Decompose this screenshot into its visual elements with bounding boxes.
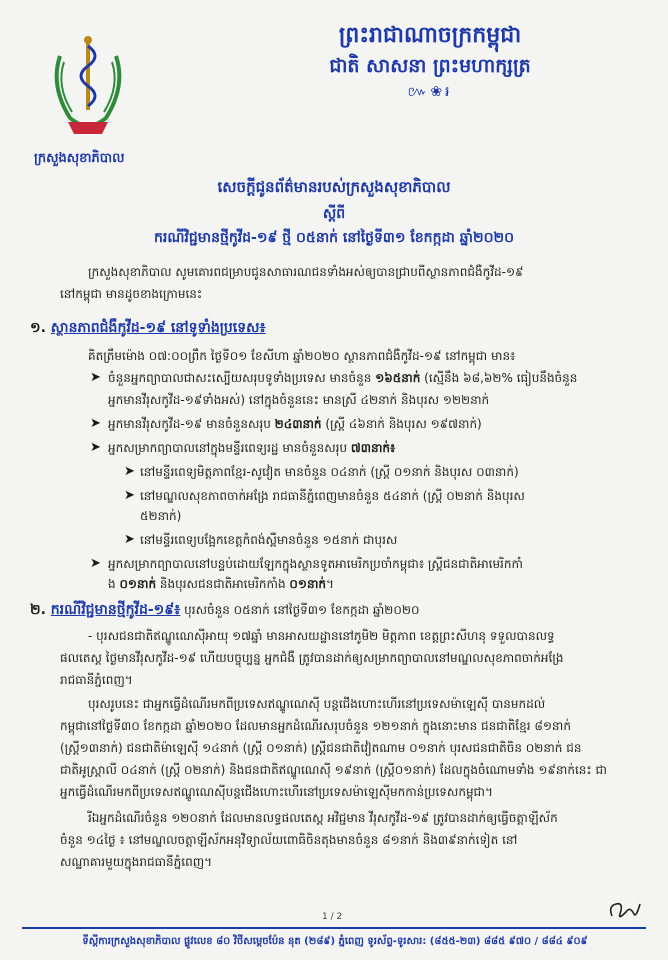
bullet-recovered-cont: អ្នកមានវីរុសកូវីដ-១៩ទាំងអស់) នៅក្នុងចំនួននេះ មានស្រី ៤២នាក់ និងបុរស ១២២នាក់ xyxy=(108,393,490,407)
section-2-p2-l3: (ស្ត្រី១៣នាក់) ជនជាតិម៉ាឡេស៊ី ១៤នាក់ (ស្ត្រី ០១នាក់) ស្ត្រីជនជាតិវៀតណាម ០១នាក់ បុរសជនជាតិចិន ០២នាក់ ជន xyxy=(60,741,582,755)
announcement-subject: ករណីវិជ្ជមានថ្មីកូវីដ-១៩ ថ្មី ០៥នាក់ នៅថ្ងៃទី៣១ ខែកក្កដា ឆ្នាំ២០២០ xyxy=(153,230,514,246)
sub-chak-angre-cont: ៥២នាក់) xyxy=(140,509,182,523)
sub-khmer-soviet: ➤ នៅមន្ទីរពេទ្យមិត្តភាពខ្មែរ-សូវៀត មានចំនួន ០៤នាក់ (ស្ត្រី ០១នាក់ និងបុរស ០៣នាក់) xyxy=(140,462,645,482)
arrow-bullet-icon: ➤ xyxy=(124,488,135,503)
bullet-hospitalized: ➤ អ្នកសម្រាកព្យាបាលនៅក្នុងមន្ទីរពេទ្យរដ្ឋ មានចំនួនសរុប ៧៣នាក់៖ xyxy=(108,438,648,458)
arrow-bullet-icon: ➤ xyxy=(90,416,101,431)
arrow-bullet-icon: ➤ xyxy=(90,370,101,385)
kingdom-header xyxy=(210,22,650,103)
signature-icon xyxy=(606,898,642,924)
section-2-number: ២. xyxy=(30,602,46,618)
bullet-recovered: ➤ ចំនួនអ្នកព្យាបាលជាសះស្បើយសរុបទូទាំងប្រទេស មានចំនួន ១៦៥នាក់ (ស្មើនឹង ៦៨,៦២% ធៀបនឹងចំនួន xyxy=(108,368,648,388)
header-ornament: ៚❀៛ xyxy=(407,84,453,100)
section-1-lead: គិតត្រឹមម៉ោង ០៧:០០ព្រឹក ថ្ងៃទី០១ ខែសីហា ឆ្នាំ២០២០ ស្ថានភាពជំងឺកូវីដ-១៩ នៅកម្ពុជា មាន៖ xyxy=(88,349,516,363)
ministry-emblem-icon xyxy=(40,26,136,146)
arrow-bullet-icon: ➤ xyxy=(124,464,135,479)
kingdom-motto: ជាតិ សាសនា ព្រះមហាក្សត្រ xyxy=(329,55,531,77)
section-2-p2-l1: បុរសរូបនេះ ជាអ្នកធ្វើដំណើរមកពីប្រទេសឥណ្ឌូណេស៊ី បន្តជើងហោះហើរនៅប្រទេសម៉ាឡេស៊ី បានមកដល់ xyxy=(88,697,546,711)
bullet-us-embassy: ➤ អ្នកសម្រាកព្យាបាលនៅបន្ទប់ដោយឡែកក្នុងស្ថានទូតអាមេរិកប្រចាំកម្ពុជា៖ ស្ត្រីជនជាតិអាមេរិកកាំ xyxy=(108,554,648,574)
bullet-us-embassy-cont: ង ០១នាក់ និងបុរសជនជាតិអាមេរិកកាំង ០១នាក់។ xyxy=(108,577,334,591)
footer-address: ទីស្តីការក្រសួងសុខាភិបាល ផ្លូវលេខ ៨០ វិថីសម្តេចប៉ែន នុត (២៨៩) ភ្នំពេញ ទូរស័ព្ទ-ទូរសារ: (៨៥៥-២៣) ៨៨៥ ៩៧០ / ៨៨៤ ៩០៩ xyxy=(82,936,588,947)
announcement-title: សេចក្តីជូនព័ត៌មានរបស់ក្រសួងសុខាភិបាល xyxy=(217,178,451,196)
section-2-p1-l3: រាជធានីភ្នំពេញ។ xyxy=(60,673,133,687)
section-2-p2-l2: កម្ពុជានៅថ្ងៃទី៣០ ខែកក្កដា ឆ្នាំ២០២០ ដែលមានអ្នកដំណើរសរុបចំនួន ១២១នាក់ ក្នុងនោះមាន ជនជាតិខ្មែរ ៨១នាក់ xyxy=(60,719,571,733)
announcement-subject-label: ស្តីពី xyxy=(322,206,346,222)
section-1-heading xyxy=(30,318,266,339)
section-2-heading xyxy=(30,600,650,621)
ministry-name: ក្រសួងសុខាភិបាល xyxy=(34,151,125,166)
arrow-bullet-icon: ➤ xyxy=(124,532,135,547)
section-2-p1-l1: - បុរសជនជាតិឥណ្ឌូណេស៊ីអាយុ ១៧ឆ្នាំ មានអាសយដ្ឋាននៅភូមិ២ មិត្តភាព ខេត្តព្រះសីហនុ ទទួលបានលទ្ធ xyxy=(88,629,555,643)
section-1-title: ស្ថានភាពជំងឺកូវីដ-១៩ នៅទូទាំងប្រទេស៖ xyxy=(50,320,266,336)
sub-kampong-speu: ➤ នៅមន្ទីរពេទ្យបង្អែកខេត្តកំពង់ស្ពឺមានចំនួន ១៥នាក់ ជាបុរស xyxy=(140,530,645,550)
section-2-p3-l1: រីឯអ្នកដំណើរចំនួន ១២០នាក់ ដែលមានលទ្ធផលតេស្ត អវិជ្ជមាន វីរុសកូវីដ-១៩ ត្រូវបានដាក់ឲ្យធ្វើចត្តាឡីស័ក xyxy=(88,811,558,825)
section-2-p3-l3: សណ្ឋាគារមួយក្នុងរាជធានីភ្នំពេញ។ xyxy=(60,855,213,869)
sub-chak-angre: ➤ នៅមណ្ឌលសុខភាពចាក់អង្រែ រាជធានីភ្នំពេញមានចំនួន ៥៤នាក់ (ស្ត្រី ០២នាក់ និងបុរស xyxy=(140,486,645,506)
arrow-bullet-icon: ➤ xyxy=(90,440,101,455)
footer-divider xyxy=(22,927,646,929)
section-2-p3-l2: ចំនួន ១៤ថ្ងៃ ៖ នៅមណ្ឌលចត្តាឡីស័កអនុវិទ្យាល័យពោធិចិនតុងមានចំនួន ៨១នាក់ និង៣៩នាក់ទៀត នៅ xyxy=(60,833,518,847)
intro-line-1: ក្រសួងសុខាភិបាល សូមគោរពជម្រាបជូនសាធារណជនទាំងអស់ឲ្យបានជ្រាបពីស្ថានភាពជំងឺកូវីដ-១៩ xyxy=(88,265,524,279)
section-2-p2-l5: អ្នកធ្វើដំណើរមកពីប្រទេសឥណ្ឌូណេស៊ីបន្តជើងហោះហើរនៅប្រទេសម៉ាឡេស៊ីមកកាន់ប្រទេសកម្ពុជា។ xyxy=(60,785,493,799)
arrow-bullet-icon: ➤ xyxy=(90,556,101,571)
section-2-p1-l2: ផលតេស្ត ថ្ងៃមានវីរុសកូវីដ-១៩ ហើយបច្ចុប្បន្ន អ្នកជំងឺ ត្រូវបានដាក់ឲ្យសម្រាកព្យាបាលនៅមណ្ឌលសុខភាពចាក់អង្រែ xyxy=(60,651,564,665)
page-number: 1 / 2 xyxy=(322,912,343,922)
intro-line-2: នៅកម្ពុជា មានដូចខាងក្រោមនេះ xyxy=(60,287,203,301)
kingdom-title: ព្រះរាជាណាចក្រកម្ពុជា xyxy=(338,23,522,48)
section-2-subtitle: បុរសចំនួន ០៥នាក់ នៅថ្ងៃទី៣១ ខែកក្កដា ឆ្នាំ២០២០ xyxy=(180,603,420,617)
section-2-title: ករណីវិជ្ជមានថ្មីកូវីដ-១៩៖ xyxy=(50,602,181,618)
section-2-p2-l4: ជាតិអូស្ត្រាលី ០៤នាក់ (ស្ត្រី ០២នាក់) និងជនជាតិឥណ្ឌូណេស៊ី ១៩នាក់ (ស្ត្រី០១នាក់) ដែលក្នុងចំណោមទាំង ១៩នាក់នេះ ជា xyxy=(60,763,607,777)
section-1-number: ១. xyxy=(30,320,46,336)
bullet-total-cases: ➤ អ្នកមានវីរុសកូវីដ-១៩ មានចំនួនសរុប ២៤៣នាក់ (ស្ត្រី ៤៦នាក់ និងបុរស ១៩៧នាក់) xyxy=(108,414,648,434)
